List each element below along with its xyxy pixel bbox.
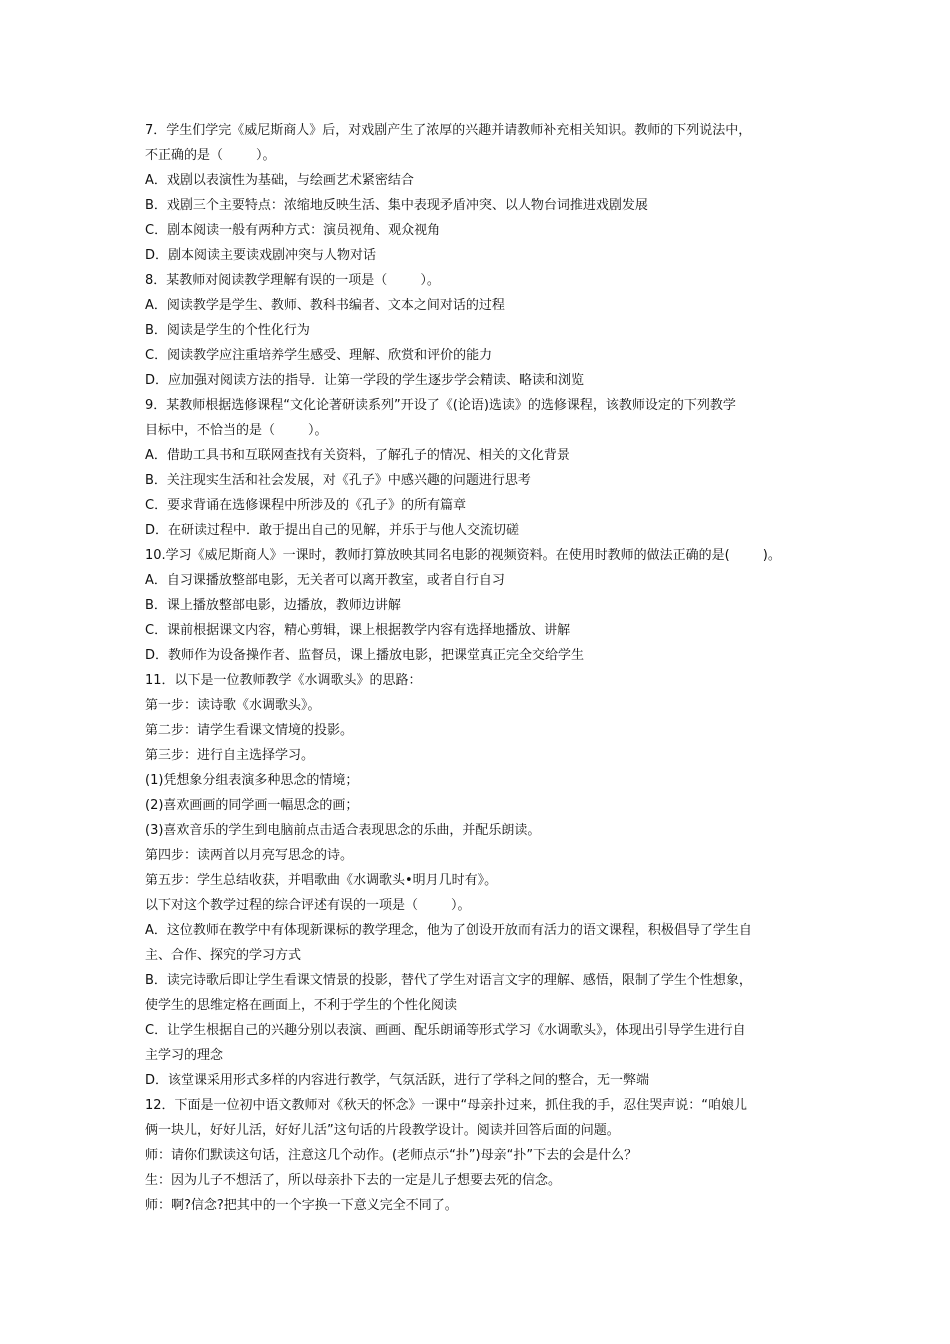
text-line: B．课上播放整部电影，边播放，教师边讲解: [145, 598, 401, 613]
text-line: C．要求背诵在选修课程中所涉及的《孔子》的所有篇章: [145, 498, 467, 513]
text-line: 主学习的理念: [145, 1048, 224, 1063]
text-line: 10.学习《威尼斯商人》一课时，教师打算放映其同名电影的视频资料。在使用时教师的做法正确的是( )。: [145, 548, 781, 563]
text-line: 第三步：进行自主选择学习。: [145, 748, 315, 763]
text-line: C．让学生根据自己的兴趣分别以表演、画画、配乐朗诵等形式学习《水调歌头》，体现出引导学生进行自: [145, 1023, 746, 1038]
text-line: 主、合作、探究的学习方式: [145, 948, 302, 963]
text-line: B．关注现实生活和社会发展，对《孔子》中感兴趣的问题进行思考: [145, 473, 531, 488]
text-line: D．在研读过程中．敢于提出自己的见解，并乐于与他人交流切磋: [145, 523, 520, 538]
text-line: A．戏剧以表演性为基础，与绘画艺术紧密结合: [145, 173, 414, 188]
text-line: 11．以下是一位教师教学《水调歌头》的思路：: [145, 673, 422, 688]
text-line: 8．某教师对阅读教学理解有误的一项是（ ）。: [145, 273, 440, 288]
text-line: 第四步：读两首以月亮写思念的诗。: [145, 848, 354, 863]
text-line: C．阅读教学应注重培养学生感受、理解、欣赏和评价的能力: [145, 348, 493, 363]
text-line: 俩一块儿，好好儿活，好好儿活”这句话的片段教学设计。阅读并回答后面的问题。: [145, 1123, 620, 1138]
text-line: 9．某教师根据选修课程“文化论著研读系列”开设了《(论语)选读》的选修课程，该教师设定的下列教学: [145, 398, 736, 413]
text-line: 生：因为儿子不想活了，所以母亲扑下去的一定是儿子想要去死的信念。: [145, 1173, 562, 1188]
text-line: 以下对这个教学过程的综合评述有误的一项是（ ）。: [145, 898, 471, 913]
text-line: A．自习课播放整部电影，无关者可以离开教室，或者自行自习: [145, 573, 505, 588]
text-line: 不正确的是（ ）。: [145, 148, 276, 163]
document-body: [145, 118, 815, 1218]
text-line: A．阅读教学是学生、教师、教科书编者、文本之间对话的过程: [145, 298, 505, 313]
text-line: 师：请你们默读这句话，注意这几个动作。(老师点示“扑”)母亲“扑”下去的会是什么？: [145, 1148, 638, 1163]
text-line: 第一步：读诗歌《水调歌头》。: [145, 698, 321, 713]
text-line: D．剧本阅读主要读戏剧冲突与人物对话: [145, 248, 377, 263]
text-line: B．戏剧三个主要特点：浓缩地反映生活、集中表现矛盾冲突、以人物台词推进戏剧发展: [145, 198, 648, 213]
text-line: D．该堂课采用形式多样的内容进行教学，气氛活跃，进行了学科之间的整合，无一弊端: [145, 1073, 650, 1088]
text-line: 第二步：请学生看课文情境的投影。: [145, 723, 354, 738]
text-line: (3)喜欢音乐的学生到电脑前点击适合表现思念的乐曲，并配乐朗读。: [145, 823, 541, 838]
text-line: D．教师作为设备操作者、监督员，课上播放电影，把课堂真正完全交给学生: [145, 648, 585, 663]
text-line: 12．下面是一位初中语文教师对《秋天的怀念》一课中“母亲扑过来，抓住我的手，忍住哭声说：“咱娘儿: [145, 1098, 748, 1113]
text-line: 7．学生们学完《威尼斯商人》后，对戏剧产生了浓厚的兴趣并请教师补充相关知识。教师的下列说法中，: [145, 123, 752, 138]
text-line: 使学生的思维定格在画面上，不利于学生的个性化阅读: [145, 998, 458, 1013]
text-line: A．借助工具书和互联网查找有关资料，了解孔子的情况、相关的文化背景: [145, 448, 570, 463]
text-line: 师：啊?信念?把其中的一个字换一下意义完全不同了。: [145, 1198, 458, 1213]
text-line: B．阅读是学生的个性化行为: [145, 323, 310, 338]
text-line: C．课前根据课文内容，精心剪辑，课上根据教学内容有选择地播放、讲解: [145, 623, 571, 638]
text-line: B．读完诗歌后即让学生看课文情景的投影，替代了学生对语言文字的理解、感悟，限制了学生个性想象，: [145, 973, 752, 988]
text-line: A．这位教师在教学中有体现新课标的教学理念，他为了创设开放而有活力的语文课程，积极倡导了学生自: [145, 923, 752, 938]
text-line: (1)凭想象分组表演多种思念的情境；: [145, 773, 359, 788]
text-line: 第五步：学生总结收获，并唱歌曲《水调歌头•明月几时有》。: [145, 873, 498, 888]
text-line: (2)喜欢画画的同学画一幅思念的画；: [145, 798, 359, 813]
text-line: 目标中，不恰当的是（ ）。: [145, 423, 328, 438]
text-line: D．应加强对阅读方法的指导．让第一学段的学生逐步学会精读、略读和浏览: [145, 373, 585, 388]
text-line: C．剧本阅读一般有两种方式：演员视角、观众视角: [145, 223, 441, 238]
